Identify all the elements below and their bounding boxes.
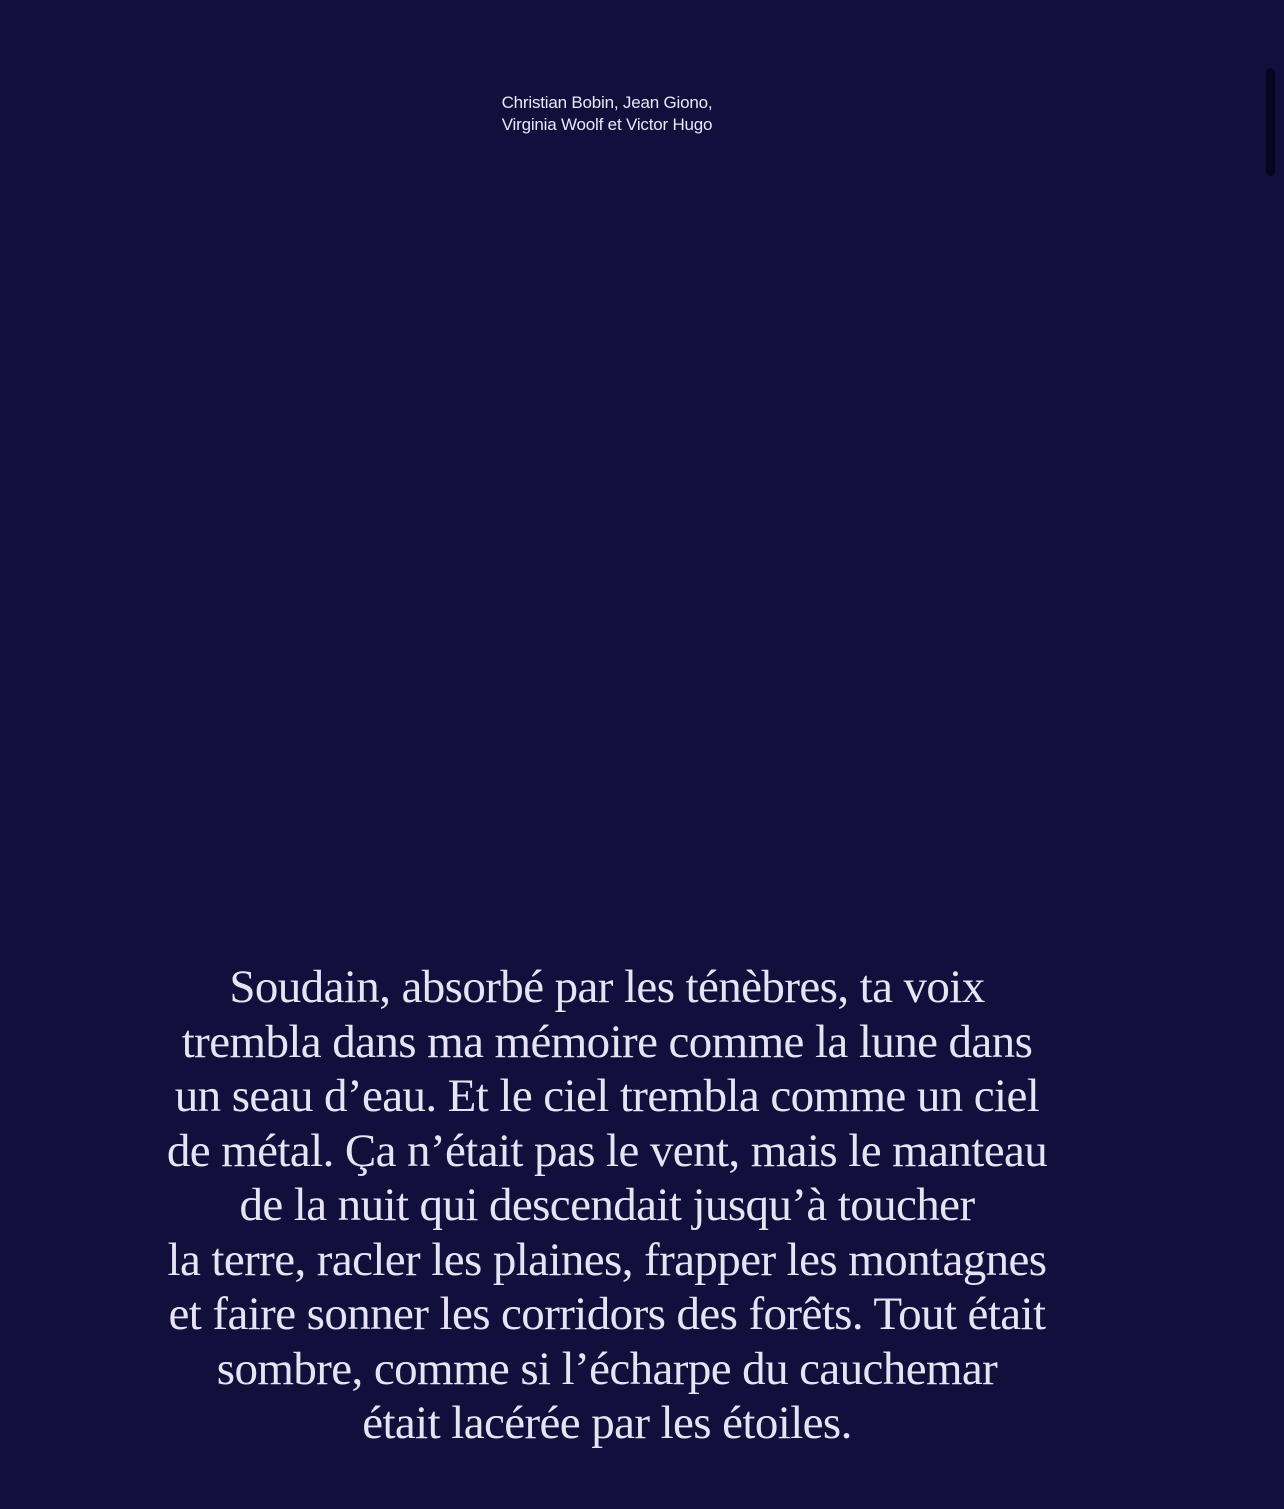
quote-line: de la nuit qui descendait jusqu’à toucher [239, 1179, 975, 1231]
quote-line: de métal. Ça n’était pas le vent, mais le manteau [166, 1124, 1048, 1177]
quote-attribution [502, 92, 713, 136]
quote-line: Soudain, absorbé par les ténèbres, ta voix [229, 961, 985, 1013]
quote-line: était lacérée par les étoiles. [362, 1397, 852, 1449]
quote-line: sombre, comme si l’écharpe du cauchemar [216, 1342, 998, 1395]
quote-line: la terre, racler les plaines, frapper les montagnes [167, 1233, 1047, 1286]
quote-line: un seau d’eau. Et le ciel trembla comme un ciel [174, 1070, 1040, 1122]
quote-text [167, 960, 1047, 1451]
quote-line: et faire sonner les corridors des forêts. Tout était [168, 1288, 1046, 1340]
quote-line: trembla dans ma mémoire comme la lune dans [181, 1015, 1033, 1068]
scrollbar-thumb[interactable] [1266, 68, 1275, 176]
attribution-line: Christian Bobin, Jean Giono, [501, 93, 713, 112]
attribution-line: Virginia Woolf et Victor Hugo [501, 115, 713, 134]
